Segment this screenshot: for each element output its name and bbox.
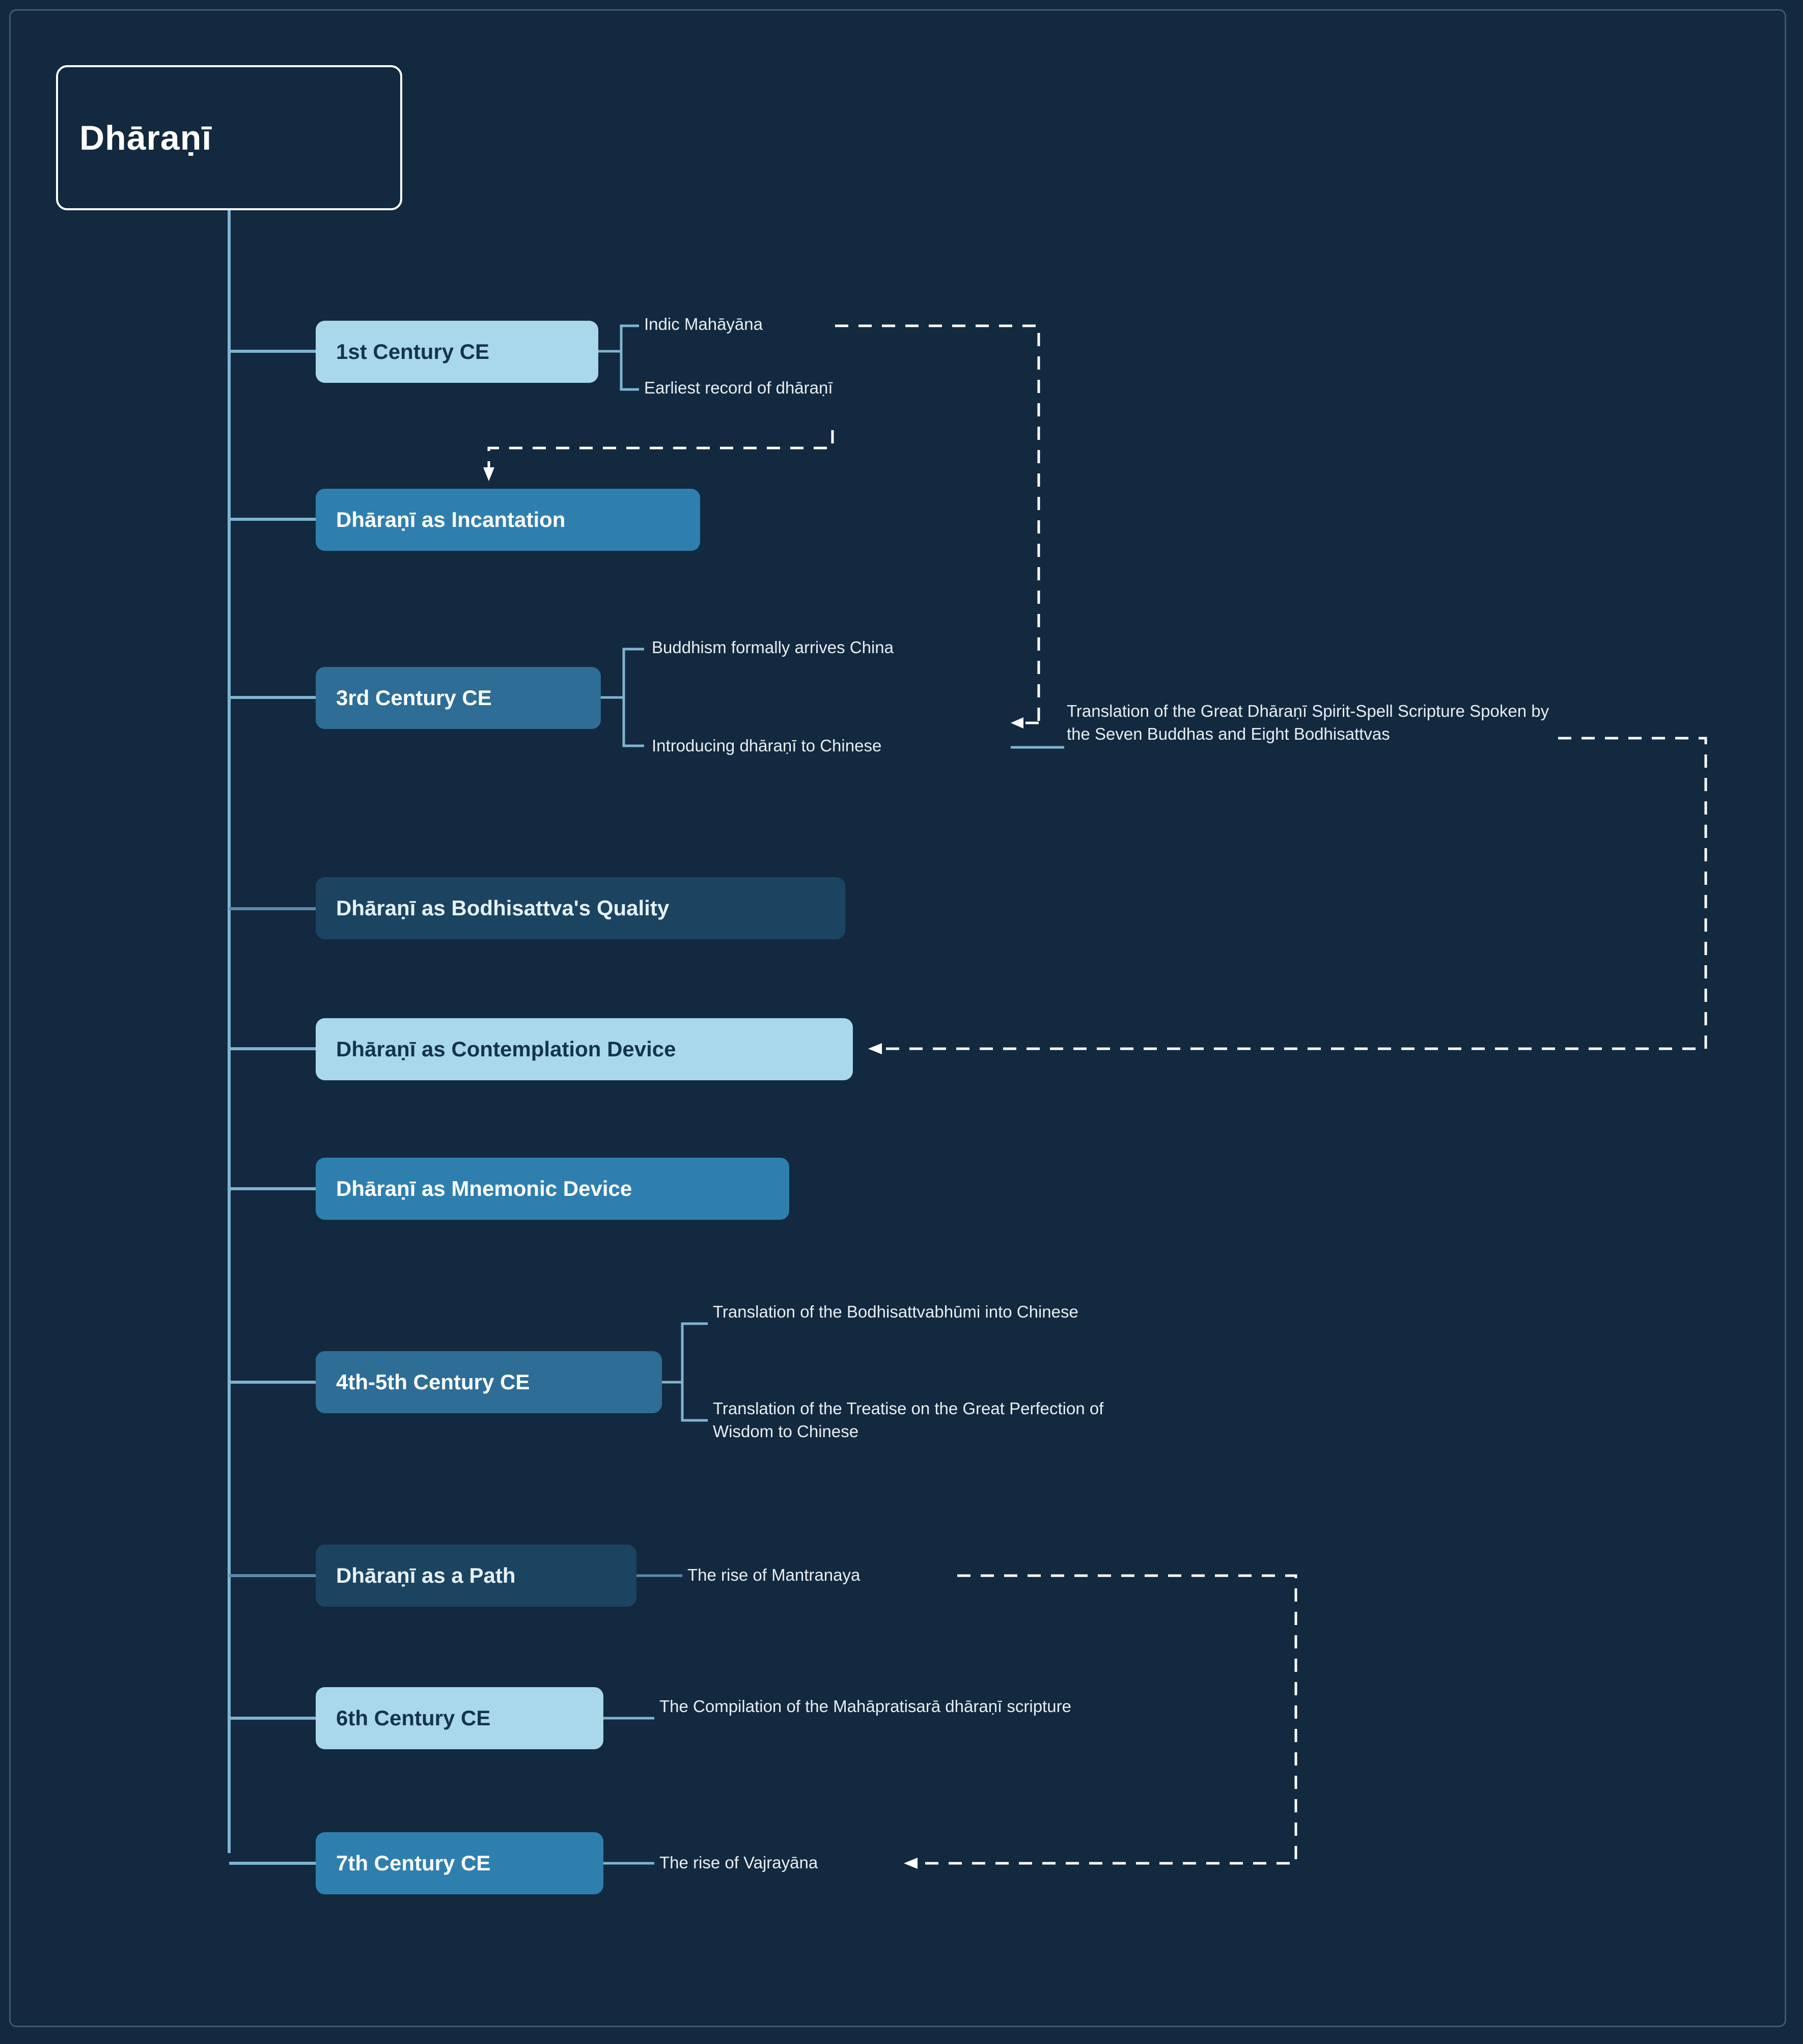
leaf-the-rise-of-mantranaya [687, 1564, 860, 1587]
node-label: Dhāraṇī as Mnemonic Device [336, 1177, 632, 1200]
node-label: Dhāraṇī as a Path [336, 1563, 516, 1587]
leaf-label: Buddhism formally arrives China [652, 638, 894, 657]
leaf-label: Introducing dhāraṇī to Chinese [652, 736, 882, 755]
leaf-label: The Compilation of the Mahāpratisarā dhāraṇī scripture [659, 1697, 1071, 1716]
leaf-label: Earliest record of dhāraṇī [644, 378, 833, 397]
node-label: 3rd Century CE [336, 686, 492, 710]
node-label: 4th-5th Century CE [336, 1370, 530, 1394]
page-frame [9, 9, 1786, 2027]
node-dharani-as-a-path[interactable] [316, 1545, 636, 1607]
leaf-indic-mahayana [644, 313, 763, 336]
node-label: 6th Century CE [336, 1706, 491, 1730]
node-dharani-as-mnemonic-device[interactable] [316, 1158, 789, 1220]
node-7th-century-ce[interactable] [316, 1832, 603, 1894]
node-3rd-century-ce[interactable] [316, 667, 601, 729]
node-label: Dhāraṇī as Incantation [336, 508, 566, 531]
node-label: Dhāraṇī as Contemplation Device [336, 1037, 676, 1061]
node-dharani-as-incantation[interactable] [316, 489, 700, 551]
leaf-the-rise-of-vajrayana [659, 1852, 818, 1874]
node-dharani-as-contemplation-device[interactable] [316, 1018, 853, 1080]
leaf-translation-bodhisattvabhumi [713, 1301, 1186, 1324]
leaf-label: Translation of the Treatise on the Great Perfection of Wisdom to Chinese [713, 1399, 1104, 1441]
node-label: 7th Century CE [336, 1851, 491, 1875]
leaf-label: Indic Mahāyāna [644, 315, 763, 333]
leaf-buddhism-formally-arrives-china [652, 636, 894, 659]
node-dharani-as-bodhisattvas-quality[interactable] [316, 877, 845, 939]
leaf-label: Translation of the Bodhisattvabhūmi into Chinese [713, 1302, 1078, 1321]
node-6th-century-ce[interactable] [316, 1687, 603, 1749]
root-node[interactable] [56, 65, 402, 210]
leaf-translation-great-dharani-spirit-spell [1067, 700, 1566, 745]
node-4th-5th-century-ce[interactable] [316, 1351, 662, 1413]
leaf-compilation-mahapratisara [659, 1695, 1194, 1718]
leaf-label: The rise of Mantranaya [687, 1565, 861, 1584]
leaf-label: The rise of Vajrayāna [659, 1853, 818, 1872]
node-label: Dhāraṇī as Bodhisattva's Quality [336, 896, 670, 920]
leaf-earliest-record-of-dharani [644, 377, 833, 400]
root-node-label: Dhāraṇī [79, 118, 212, 157]
leaf-label: Translation of the Great Dhāraṇī Spirit-Spell Scripture Spoken by the Seven Buddhas and Eight Bodhisattvas [1067, 702, 1549, 743]
node-label: 1st Century CE [336, 340, 490, 363]
leaf-introducing-dharani-to-chinese [652, 735, 881, 758]
leaf-translation-treatise-great-perfection-wisdom [713, 1397, 1156, 1443]
node-1st-century-ce[interactable] [316, 321, 598, 383]
